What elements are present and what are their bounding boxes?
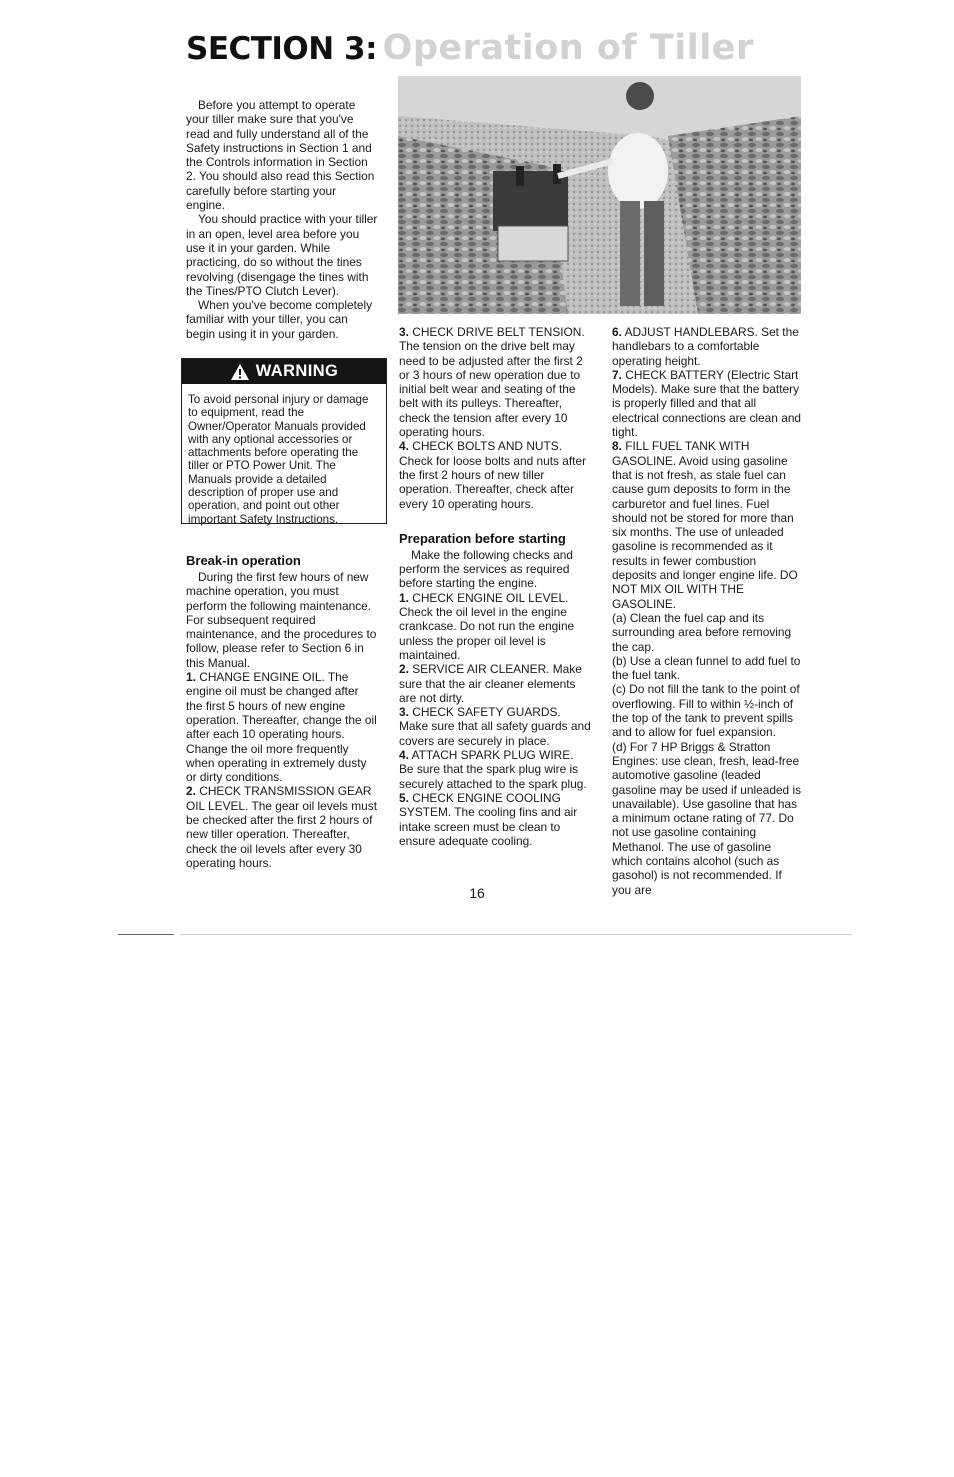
list-item: 3. CHECK SAFETY GUARDS. Make sure that all safety guards and covers are securely in place.	[399, 705, 591, 748]
tiller-photo	[398, 76, 801, 314]
list-item: 2. CHECK TRANSMISSION GEAR OIL LEVEL. The gear oil levels must be checked after the first 2 hours of new tiller operation. Thereafter, check the oil levels after every 30 operating hours.	[186, 784, 378, 870]
fuel-step: (b) Use a clean funnel to add fuel to the fuel tank.	[612, 653, 801, 683]
list-item: 1. CHANGE ENGINE OIL. The engine oil must be changed after the first 5 hours of new engine operation. Thereafter, change the oil after each 10 operating hours. Change the oil more frequently when operating in extremely dusty or dirty conditions.	[186, 670, 377, 785]
scan-rule	[180, 934, 852, 935]
list-item: 4. CHECK BOLTS AND NUTS. Check for loose bolts and nuts after the first 2 hours of new tiller operation. Thereafter, check after every 10 operating hours.	[399, 439, 587, 511]
section-title	[186, 28, 754, 74]
list-item: 4. ATTACH SPARK PLUG WIRE. Be sure that the spark plug wire is securely attached to the spark plug.	[399, 748, 587, 791]
warning-triangle-icon	[230, 363, 250, 381]
break-in-column	[186, 552, 378, 870]
prep-heading: Preparation before starting	[399, 530, 566, 546]
intro-paragraph: Before you attempt to operate your tiller make sure that you've read and fully understand all of the Safety instructions in Section 1 and the Controls information in Section 2. You should also read this Section carefully before starting your engine.	[186, 98, 375, 213]
warning-header	[182, 359, 386, 384]
intro-paragraph: You should practice with your tiller in an open, level area before you use it in your garden. While practicing, do so without the tines revolving (disengage the tines with the Tines/PTO Clutch Lever).	[186, 212, 378, 298]
list-item: 6. ADJUST HANDLEBARS. Set the handlebars to a comfortable operating height.	[612, 325, 799, 368]
list-item: 8. FILL FUEL TANK WITH GASOLINE. Avoid using gasoline that is not fresh, as stale fuel can cause gum deposits to form in the carburetor and fuel lines. Fuel should not be stored for more than six months. The use of unleaded gasoline is recommended as it results in fewer combustion deposits and longer engine life. DO NOT MIX OIL WITH THE GASOLINE.	[612, 439, 798, 611]
prep-intro: Make the following checks and perform the services as required before starting the engine.	[399, 547, 573, 591]
fuel-step: (d) For 7 HP Briggs & Stratton Engines: use clean, fresh, lead-free automotive gasoline (leaded gasoline may be used if unleaded is unavailable). Use gasoline that has a minimum octane rating of 77. Do not use gasoline containing Methanol. The use of gasoline which contains alcohol (such as gasohol) is not recommended. If you are	[612, 739, 802, 897]
page-number: 16	[469, 885, 485, 901]
middle-column	[399, 325, 591, 848]
warning-text: To avoid personal injury or damage to equipment, read the Owner/Operator Manuals provided with any optional accessories or attachments before operating the tiller or PTO Power Unit. The Manuals provide a detailed description of proper use and operation, and point out other important Safety Instructions.	[188, 393, 369, 526]
scan-rule	[118, 934, 174, 935]
intro-column	[186, 98, 378, 341]
section-heading: Operation of Tiller	[382, 28, 754, 68]
list-item: 5. CHECK ENGINE COOLING SYSTEM. The cooling fins and air intake screen must be clean to ensure adequate cooling.	[399, 790, 578, 848]
intro-paragraph: When you've become completely familiar with your tiller, you can begin using it in your garden.	[186, 298, 373, 341]
fuel-step: (c) Do not fill the tank to the point of overflowing. Fill to within ½-inch of the top of the tank to prevent spills and to allow for fuel expansion.	[612, 682, 800, 740]
right-column	[612, 325, 802, 897]
break-in-intro: During the first few hours of new machine operation, you must perform the following maintenance. For subsequent required maintenance, and the procedures to follow, please refer to Section 6 in this Manual.	[186, 570, 377, 670]
list-item: 3. CHECK DRIVE BELT TENSION. The tension on the drive belt may need to be adjusted after the first 2 or 3 hours of new operation due to initial belt wear and seating of the belt with its pulleys. Thereafter, check the tension after every 10 operating hours.	[399, 325, 585, 440]
warning-label: WARNING	[255, 362, 339, 380]
fuel-step: (a) Clean the fuel cap and its surrounding area before removing the cap.	[612, 610, 792, 654]
list-item: 1. CHECK ENGINE OIL LEVEL. Check the oil level in the engine crankcase. Do not run the engine unless the proper oil level is maintained.	[399, 590, 575, 662]
section-label: SECTION 3:	[186, 31, 377, 67]
warning-box	[181, 358, 387, 524]
list-item: 2. SERVICE AIR CLEANER. Make sure that the air cleaner elements are not dirty.	[399, 662, 582, 705]
break-in-heading: Break-in operation	[186, 553, 301, 568]
list-item: 7. CHECK BATTERY (Electric Start Models). Make sure that the battery is properly filled and that all electrical connections are clean and tight.	[612, 367, 802, 440]
